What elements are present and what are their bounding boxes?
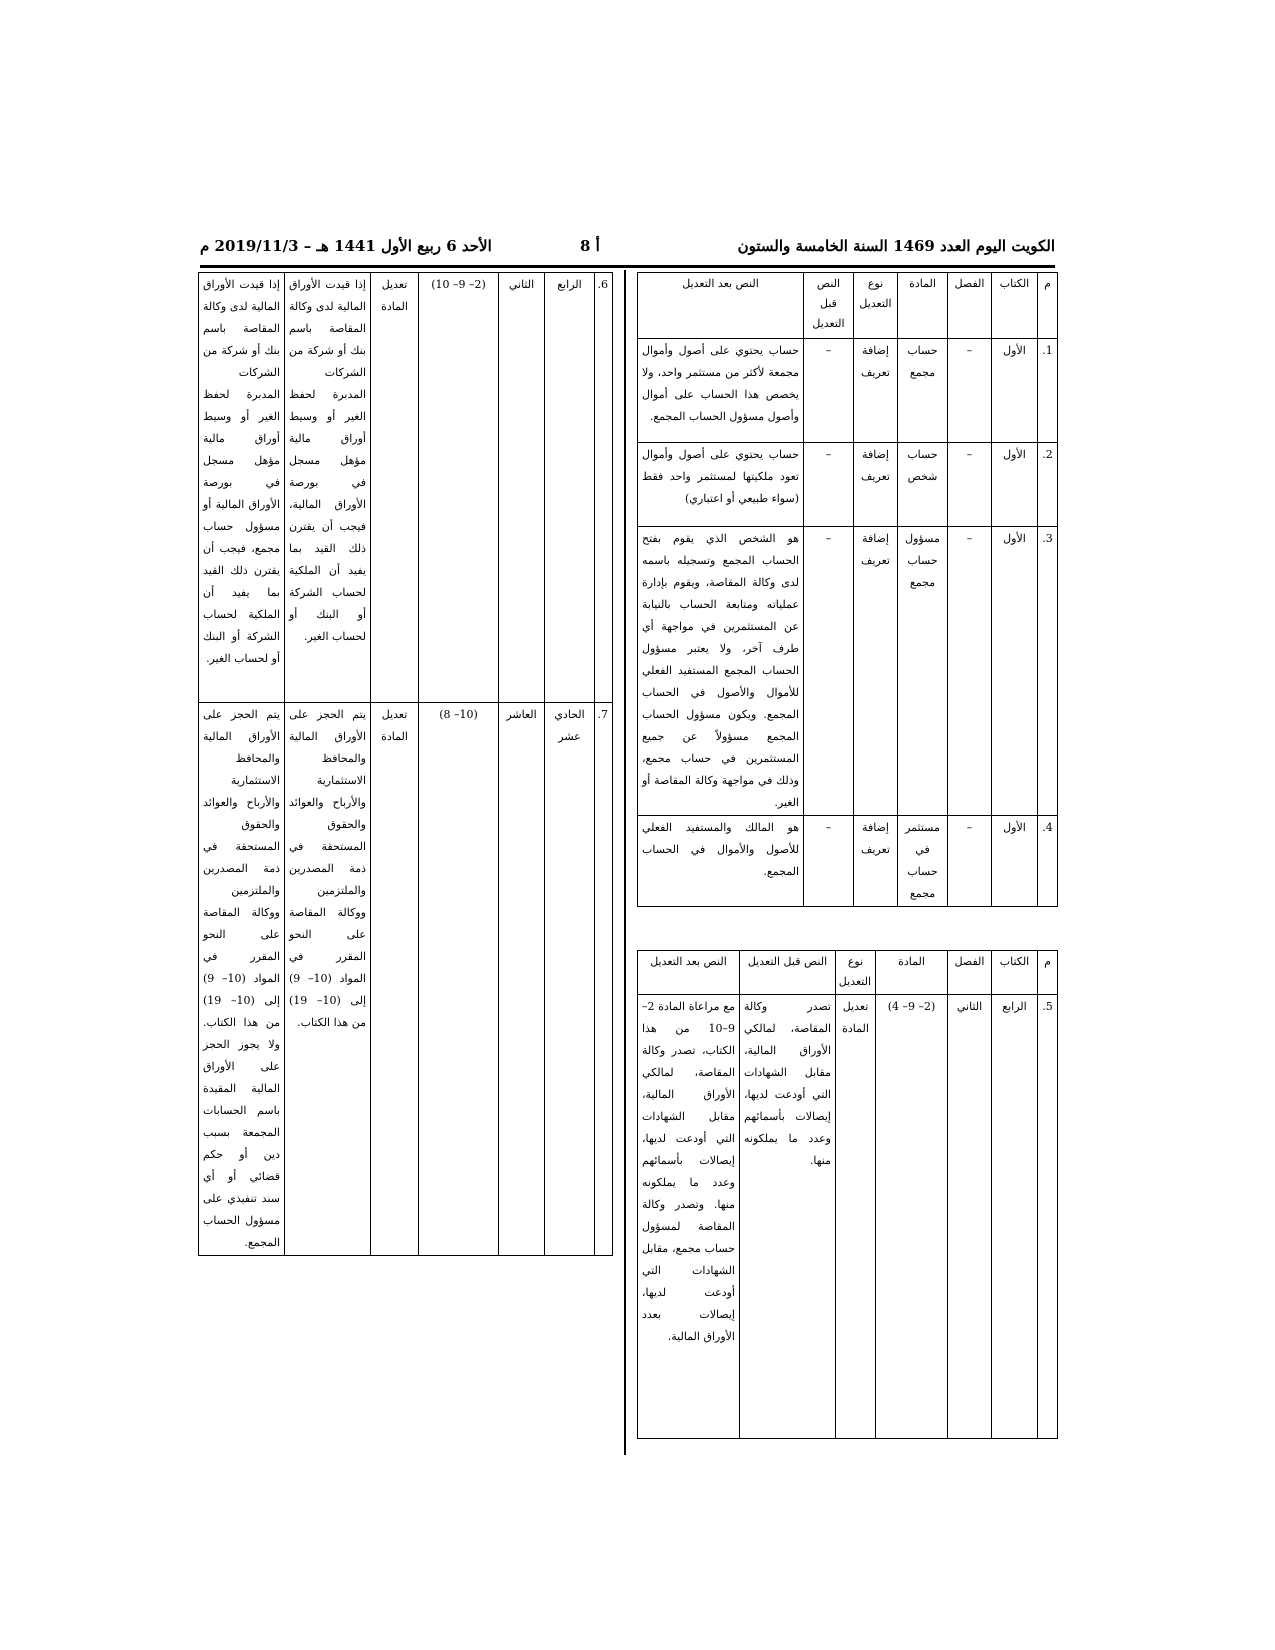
row-type: تعديل المادة [836,995,876,1439]
row-article: (2– 9– 10) [419,273,499,703]
col-header-chapter: الفصل [948,273,992,339]
page-number: أ 8 [580,237,600,255]
row-before: – [804,339,854,443]
amendments-table-2 [637,950,1058,1439]
row-before: إذا قيدت الأوراق المالية لدى وكالة المقاصة باسم بنك أو شركة من الشركات المدبرة لحفظ الغير أو وسيط أوراق مالية مؤهل مسجل في بورصة الأوراق المالية، فيجب أن يقترن ذلك القيد بما يفيد أن الملكية لحساب الشركة أو البنك أو لحساب الغير. [285,273,371,703]
row-after: إذا قيدت الأوراق المالية لدى وكالة المقاصة باسم بنك أو شركة من الشركات المدبرة لحفظ الغير أو وسيط أوراق مالية مؤهل مسجل في بورصة الأوراق المالية أو مسؤول حساب مجمع، فيجب أن يقترن ذلك القيد بما يفيد أن الملكية لحساب الشركة أو البنك أو لحساب الغير. [199,273,285,703]
col-header-number: م [1038,273,1058,339]
column-divider [624,270,626,1455]
table-row [638,527,1058,816]
row-before: – [804,816,854,907]
row-book: الأول [992,443,1038,527]
page-header [200,237,1055,268]
row-book: الأول [992,527,1038,816]
table-header-row [638,273,1058,339]
row-number: 5. [1038,995,1058,1439]
col-header-article: المادة [898,273,948,339]
col-header-type: نوع التعديل [854,273,898,339]
gazette-issue-title: الكويت اليوم العدد 1469 السنة الخامسة والستون [737,237,1055,255]
table-row [199,703,613,1256]
table-row [638,995,1058,1439]
row-before: – [804,443,854,527]
row-number: 3. [1038,527,1058,816]
row-book: الأول [992,816,1038,907]
col-header-book: الكتاب [992,273,1038,339]
table-row [638,816,1058,907]
row-after: يتم الحجز على الأوراق المالية والمحافظ الاستثمارية والأرباح والعوائد والحقوق المستحقة في ذمة المصدرين والملتزمين ووكالة المقاصة على النحو المقرر في المواد (10– 9) إلى (10– 19) من هذا الكتاب. ولا يجوز الحجز على الأوراق المالية المقيدة باسم الحسابات المجمعة بسبب دين أو حكم قضائي أو أي سند تنفيذي على مسؤول الحساب المجمع. [199,703,285,1256]
row-after: حساب يحتوي على أصول وأموال مجمعة لأكثر من مستثمر واحد، ولا يخصص هذا الحساب على أموال وأصول مسؤول الحساب المجمع. [638,339,804,443]
table-row [638,339,1058,443]
row-book: الرابع [992,995,1038,1439]
row-chapter: – [948,527,992,816]
row-number: 7. [595,703,613,1256]
col-header-book: الكتاب [992,951,1038,995]
row-article: مستثمر في حساب مجمع [898,816,948,907]
col-header-number: م [1038,951,1058,995]
row-after: هو الشخص الذي يقوم بفتح الحساب المجمع وتسجيله باسمه لدى وكالة المقاصة، ويقوم بإدارة عملياته ومتابعة الحساب بالنيابة عن المستثمرين في مواجهة أي طرف آخر، ولا يعتبر مسؤول الحساب المجمع المستفيد الفعلي للأموال والأصول في الحساب المجمع. ويكون مسؤول الحساب المجمع مسؤولاً عن جميع المستثمرين في حساب مجمع، وذلك في مواجهة وكالة المقاصة أو الغير. [638,527,804,816]
row-chapter: الثاني [948,995,992,1439]
col-header-type: نوع التعديل [836,951,876,995]
row-before: – [804,527,854,816]
row-article: (10– 8) [419,703,499,1256]
row-chapter: – [948,339,992,443]
table-header-row [638,951,1058,995]
table-row [199,273,613,703]
row-number: 1. [1038,339,1058,443]
row-book: الحادي عشر [545,703,595,1256]
col-header-article: المادة [876,951,948,995]
table-row [638,443,1058,527]
row-before: يتم الحجز على الأوراق المالية والمحافظ الاستثمارية والأرباح والعوائد والحقوق المستحقة في ذمة المصدرين والملتزمين ووكالة المقاصة على النحو المقرر في المواد (10– 9) إلى (10– 19) من هذا الكتاب. [285,703,371,1256]
row-type: إضافة تعريف [854,443,898,527]
row-article: حساب مجمع [898,339,948,443]
row-number: 2. [1038,443,1058,527]
row-type: إضافة تعريف [854,527,898,816]
definitions-table [637,272,1058,907]
row-type: تعديل المادة [371,273,419,703]
row-article: حساب شخص [898,443,948,527]
amendments-table-3 [198,272,613,1256]
row-chapter: – [948,443,992,527]
row-article: (2– 9– 4) [876,995,948,1439]
row-book: الأول [992,339,1038,443]
row-after: حساب يحتوي على أصول وأموال تعود ملكيتها لمستثمر واحد فقط (سواء طبيعي أو اعتباري) [638,443,804,527]
row-before: تصدر وكالة المقاصة، لمالكي الأوراق المالية، مقابل الشهادات التي أودعت لديها، إيصالات بأسمائهم وعدد ما يملكونه منها. [740,995,836,1439]
row-chapter: العاشر [499,703,545,1256]
col-header-chapter: الفصل [948,951,992,995]
row-chapter: – [948,816,992,907]
row-after: مع مراعاة المادة 2–9–10 من هذا الكتاب، تصدر وكالة المقاصة، لمالكي الأوراق المالية، مقابل الشهادات التي أودعت لديها، إيصالات بأسمائهم وعدد ما يملكونه منها. وتصدر وكالة المقاصة لمسؤول حساب مجمع، مقابل الشهادات التي أودعت لديها، إيصالات بعدد الأوراق المالية. [638,995,740,1439]
col-header-before: النص قبل التعديل [804,273,854,339]
row-type: إضافة تعريف [854,816,898,907]
row-type: تعديل المادة [371,703,419,1256]
row-number: 6. [595,273,613,703]
row-chapter: الثاني [499,273,545,703]
col-header-after: النص بعد التعديل [638,273,804,339]
row-book: الرابع [545,273,595,703]
row-type: إضافة تعريف [854,339,898,443]
row-after: هو المالك والمستفيد الفعلي للأصول والأموال في الحساب المجمع. [638,816,804,907]
row-article: مسؤول حساب مجمع [898,527,948,816]
col-header-before: النص قبل التعديل [740,951,836,995]
row-number: 4. [1038,816,1058,907]
gazette-date: الأحد 6 ربيع الأول 1441 هـ – 2019/11/3 م [200,237,492,255]
col-header-after: النص بعد التعديل [638,951,740,995]
